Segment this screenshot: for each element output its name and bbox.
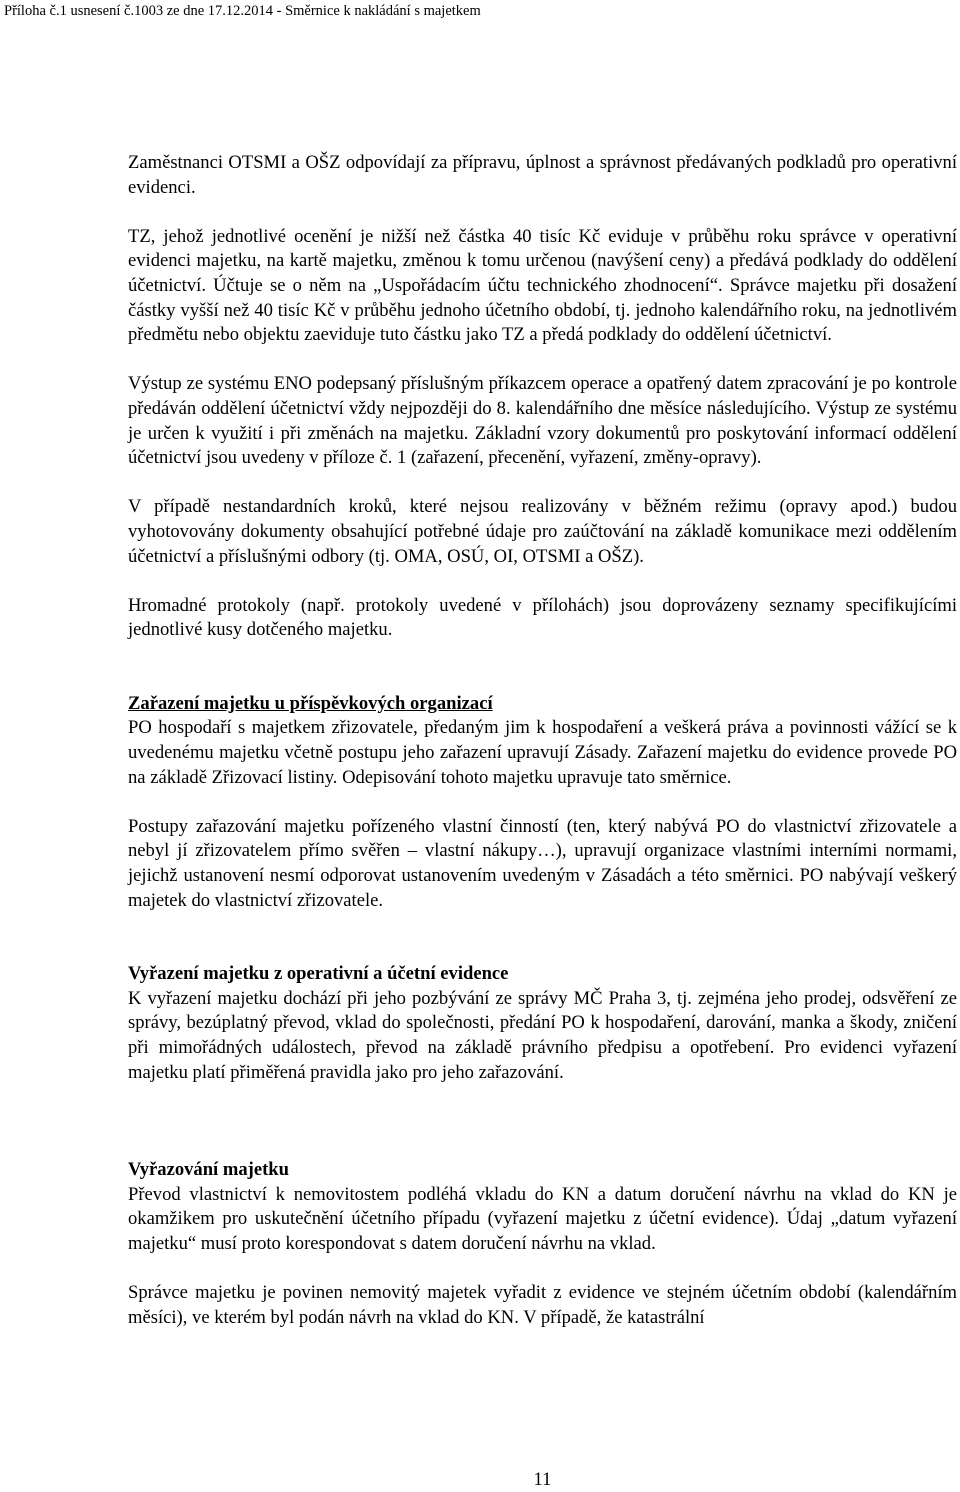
paragraph-nonstandard-steps: V případě nestandardních kroků, které nejsou realizovány v běžném režimu (opravy apod.) budou vyhotovovány dokumenty obsahující potřebné údaje pro zaúčtování na základě komunikace mezi oddělením účetnictví a příslušnými odbory (tj. OMA, OSÚ, OI, OTSMI a OŠZ). <box>128 496 957 567</box>
running-header: Příloha č.1 usnesení č.1003 ze dne 17.12.2014 - Směrnice k nakládání s majetkem <box>4 3 481 19</box>
paragraph-administrator-duty: Správce majetku je povinen nemovitý majetek vyřadit z evidence ve stejném účetním období (kalendářním měsíci), ve kterém byl podán návrh na vklad do KN. V případě, že katastrální <box>128 1282 957 1328</box>
paragraph-removal-reasons: K vyřazení majetku dochází při jeho pozbývání ze správy MČ Praha 3, tj. zejména jeho prodej, odsvěření ze správy, bezúplatný převod, vklad do společnosti, předání PO k hospodaření, darování, manka a škody, zničení při mimořádných událostech, převod na základě právního předpisu a opotřebení. Pro evidenci vyřazení majetku platí přiměřená pravidla jako pro jeho zařazování. <box>128 987 957 1083</box>
paragraph-cadastre-transfer: Převod vlastnictví k nemovitostem podléhá vkladu do KN a datum doručení návrhu na vklad do KN je okamžikem pro uskutečnění účetního případu (vyřazení majetku z účetní evidence). Údaj „datum vyřazení majetku“ musí proto korespondovat s datem doručení návrhu na vklad. <box>128 1183 957 1254</box>
heading-disposal: Vyřazování majetku <box>128 1159 289 1181</box>
paragraph-technical-improvement: TZ, jehož jednotlivé ocenění je nižší než částka 40 tisíc Kč eviduje v průběhu roku správce v operativní evidenci majetku, na kartě majetku, změnou k tomu určenou (navýšení ceny) a předává podklady do oddělení účetnictví. Účtuje se o něm na „Uspořádacím účtu technického zhodnocení“. Správce majetku při dosažení částky vyšší než 40 tisíc Kč v průběhu jednoho účetního období, tj. jednoho kalendářního roku, na jednotlivém předmětu nebo objektu zaeviduje tuto částku jako TZ a předá podklady do oddělení účetnictví. <box>128 225 957 346</box>
paragraph-po-procedures: Postupy zařazování majetku pořízeného vlastní činností (ten, který nabývá PO do vlastnictví zřizovatele a nebyl jí zřizovatelem přímo svěřen – vlastní nákupy…), upravují organizace vlastními interními normami, jejichž ustanovení nesmí odporovat ustanovením uvedeným v Zásadách a této směrnici. PO nabývají veškerý majetek do vlastnictví zřizovatele. <box>128 815 957 911</box>
paragraph-responsibility: Zaměstnanci OTSMI a OŠZ odpovídají za přípravu, úplnost a správnost předávaných podkladů pro operativní evidenci. <box>128 152 957 198</box>
heading-asset-removal: Vyřazení majetku z operativní a účetní evidence <box>128 963 509 985</box>
heading-po-assets: Zařazení majetku u příspěvkových organizací <box>128 692 493 714</box>
paragraph-bulk-protocols: Hromadné protokoly (např. protokoly uvedené v přílohách) jsou doprovázeny seznamy specifikujícími jednotlivé kusy dotčeného majetku. <box>128 594 957 641</box>
paragraph-po-management: PO hospodaří s majetkem zřizovatele, předaným jim k hospodaření a veškerá práva a povinnosti vážící se k uvedenému majetku včetně postupu jeho zařazení upravují Zásady. Zařazení majetku do evidence provede PO na základě Zřizovací listiny. Odepisování tohoto majetku upravuje tato směrnice. <box>128 717 957 788</box>
document-body <box>128 151 957 1330</box>
paragraph-eno-output: Výstup ze systému ENO podepsaný příslušným příkazcem operace a opatřený datem zpracování je po kontrole předáván oddělení účetnictví vždy nejpozději do 8. kalendářního dne měsíce následujícího. Výstup ze systému je určen k využití i při změnách na majetku. Základní vzory dokumentů pro poskytování informací oddělení účetnictví jsou uvedeny v příloze č. 1 (zařazení, přecenění, vyřazení, změny-opravy). <box>128 373 957 469</box>
page-number: 11 <box>533 1469 552 1490</box>
